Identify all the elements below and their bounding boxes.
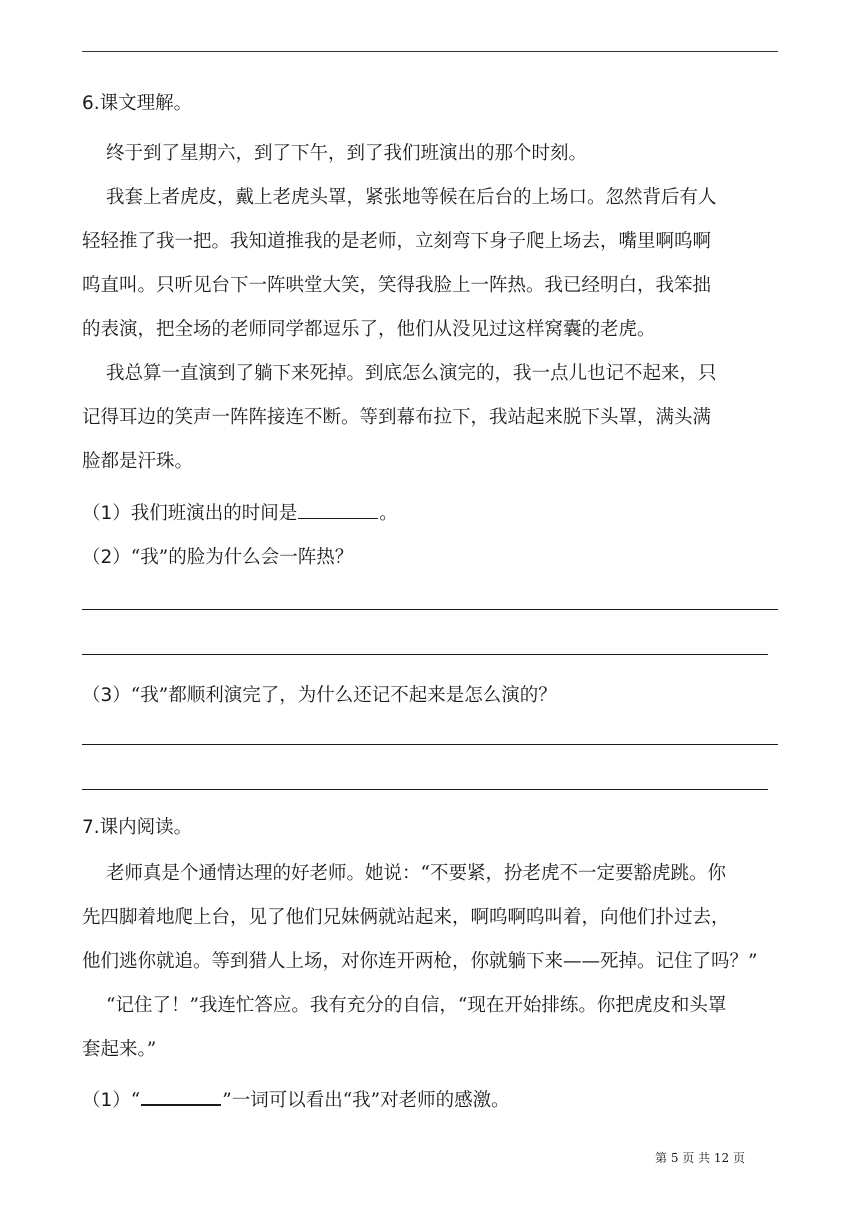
answer-line[interactable]	[82, 654, 768, 655]
fill-blank[interactable]	[298, 500, 378, 519]
passage-6-line: 呜直叫。只听见台下一阵哄堂大笑，笑得我脸上一阵热。我已经明白，我笨拙	[82, 275, 712, 296]
passage-6-line: 终于到了星期六，到了下午，到了我们班演出的那个时刻。	[106, 143, 588, 164]
passage-7-line: 先四脚着地爬上台，见了他们兄妹俩就站起来，啊呜啊呜叫着，向他们扑过去，	[82, 907, 730, 928]
answer-line[interactable]	[82, 744, 778, 745]
question-number: （1）	[82, 1090, 131, 1111]
header-rule	[82, 51, 778, 52]
section-7-heading: 7.课内阅读。	[82, 817, 193, 838]
passage-7-line: 老师真是个通情达理的好老师。她说：“不要紧，扮老虎不一定要豁虎跳。你	[106, 863, 726, 884]
question-number: （2）	[82, 547, 131, 568]
fill-blank[interactable]	[141, 1086, 221, 1106]
question-text: “我”都顺利演完了，为什么还记不起来是怎么演的？	[130, 685, 557, 706]
question-text: “	[130, 1090, 141, 1111]
passage-6-line: 轻轻推了我一把。我知道推我的是老师，立刻弯下身子爬上场去，嘴里啊呜啊	[82, 231, 712, 252]
passage-6-line: 记得耳边的笑声一阵阵接连不断。等到幕布拉下，我站起来脱下头罩，满头满	[82, 407, 712, 428]
question-text: 我们班演出的时间是	[130, 503, 298, 524]
answer-line[interactable]	[82, 789, 768, 790]
question-6-3	[82, 684, 782, 708]
page-footer: 第 5 页 共 12 页	[655, 1151, 745, 1165]
passage-7-line: 他们逃你就追。等到猎人上场，对你连开两枪，你就躺下来——死掉。记住了吗？”	[82, 951, 758, 972]
section-6-heading: 6.课文理解。	[82, 93, 193, 114]
question-6-1	[82, 500, 782, 526]
question-text-end: 。	[379, 503, 398, 524]
question-6-2	[82, 546, 782, 570]
passage-7-line: 套起来。”	[82, 1039, 157, 1060]
question-text: “我”的脸为什么会一阵热？	[130, 547, 354, 568]
answer-line[interactable]	[82, 609, 778, 610]
question-7-1	[82, 1086, 782, 1113]
passage-6-line: 脸都是汗珠。	[82, 451, 194, 472]
passage-7-line: “记住了！”我连忙答应。我有充分的自信，“现在开始排练。你把虎皮和头罩	[106, 995, 727, 1016]
passage-6-line: 的表演，把全场的老师同学都逗乐了，他们从没见过这样窝囊的老虎。	[82, 319, 656, 340]
question-text-end: ”一词可以看出“我”对老师的感激。	[222, 1090, 510, 1111]
passage-6-line: 我总算一直演到了躺下来死掉。到底怎么演完的，我一点儿也记不起来，只	[106, 363, 717, 384]
question-number: （3）	[82, 685, 131, 706]
passage-6-line: 我套上者虎皮，戴上老虎头罩，紧张地等候在后台的上场口。忽然背后有人	[106, 187, 717, 208]
question-number: （1）	[82, 503, 131, 524]
